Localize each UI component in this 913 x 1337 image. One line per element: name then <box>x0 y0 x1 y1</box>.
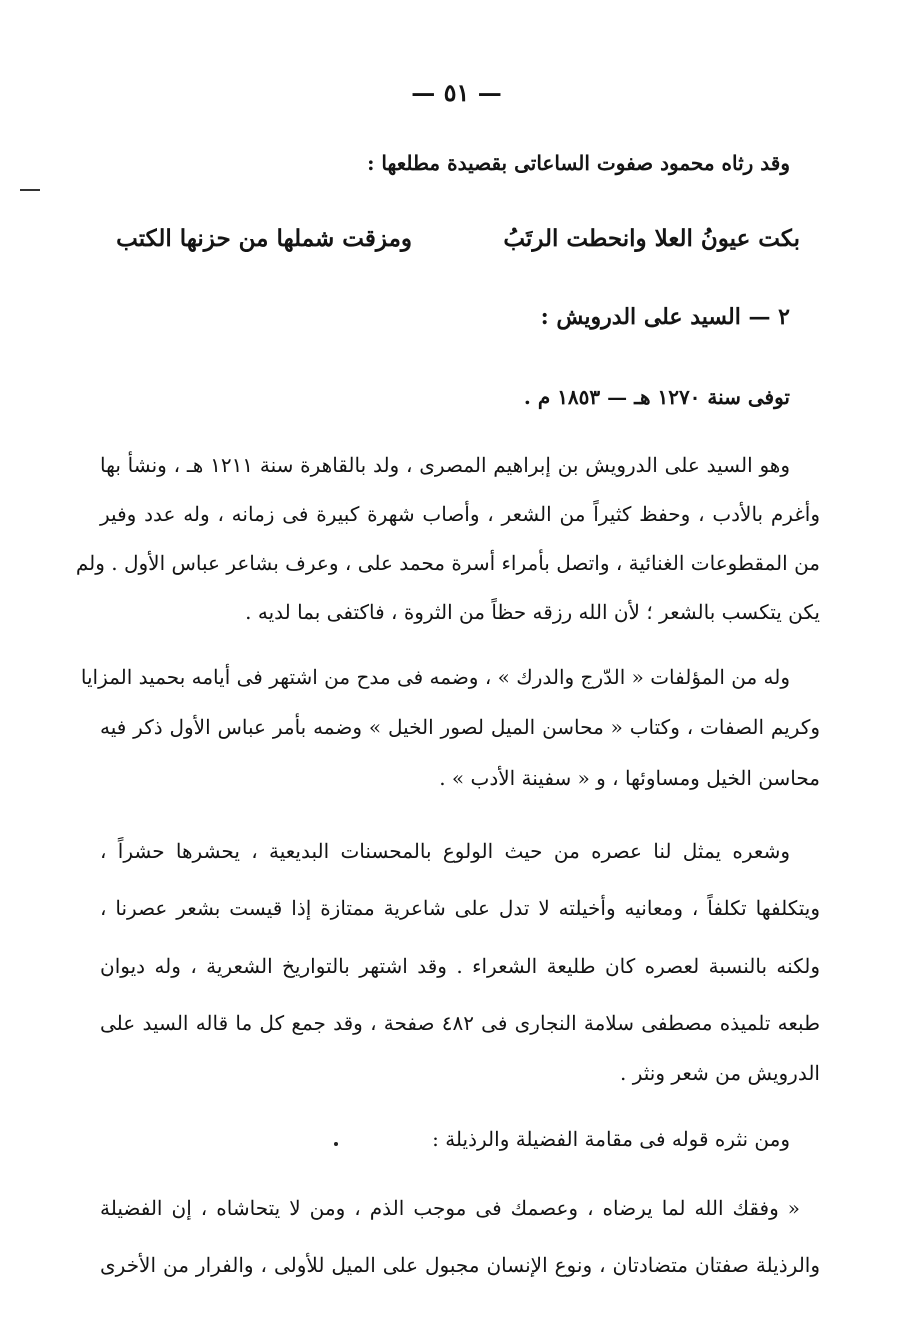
death-date: توفى سنة ١٢٧٠ هـ — ١٨٥٣ م . <box>523 385 790 409</box>
paragraph-3-line-2: ويتكلفها تكلفاً ، ومعانيه وأخيلته لا تدل على شاعرية ممتازة إذا قيست بشعر عصرنا ، <box>100 896 820 920</box>
paragraph-2-line-1: وله من المؤلفات « الدّرج والدرك » ، وضمه فى مدح من اشتهر فى أيامه بحميد المزايا <box>80 665 790 689</box>
quote-line-2: والرذيلة صفتان متضادتان ، ونوع الإنسان مجبول على الميل للأولى ، والفرار من الأخرى <box>100 1253 820 1277</box>
verse-hemistich-2: ومزقت شملها من حزنها الكتب <box>116 225 412 252</box>
page-number: — ٥١ — <box>411 78 502 107</box>
paragraph-3-line-5: الدرويش من شعر ونثر . <box>620 1061 820 1085</box>
paragraph-1-line-1: وهو السيد على الدرويش بن إبراهيم المصرى ، ولد بالقاهرة سنة ١٢١١ هـ ، ونشأ بها <box>100 453 790 477</box>
paragraph-1-line-4: يكن يتكسب بالشعر ؛ لأن الله رزقه حظاً من الثروة ، فاكتفى بما لديه . <box>245 600 820 624</box>
margin-dot <box>334 1142 338 1146</box>
paragraph-2-line-3: محاسن الخيل ومساوئها ، و « سفينة الأدب » . <box>439 766 820 790</box>
elegy-intro-line: وقد رثاه محمود صفوت الساعاتى بقصيدة مطلعها : <box>367 151 790 175</box>
paragraph-1-line-3: من المقطوعات الغنائية ، واتصل بأمراء أسرة محمد على ، وعرف بشاعر عباس الأول . ولم <box>75 551 820 575</box>
verse-hemistich-1: بكت عيونُ العلا وانحطت الرتَبُ <box>503 225 800 252</box>
paragraph-3-line-4: طبعه تلميذه مصطفى سلامة النجارى فى ٤٨٢ صفحة ، وقد جمع كل ما قاله السيد على <box>100 1011 821 1035</box>
prose-intro: ومن نثره قوله فى مقامة الفضيلة والرذيلة : <box>432 1127 790 1151</box>
quote-line-1: « وفقك الله لما يرضاه ، وعصمك فى موجب الذم ، ومن لا يتحاشاه ، إن الفضيلة <box>100 1196 800 1220</box>
paragraph-3-line-1: وشعره يمثل لنا عصره من حيث الولوع بالمحسنات البديعية ، يحشرها حشراً ، <box>100 839 790 863</box>
paragraph-3-line-3: ولكنه بالنسبة لعصره كان طليعة الشعراء . وقد اشتهر بالتواريخ الشعرية ، وله ديوان <box>100 954 820 978</box>
margin-mark <box>20 189 40 191</box>
paragraph-1-line-2: وأغرم بالأدب ، وحفظ كثيراً من الشعر ، وأصاب شهرة كبيرة فى زمانه ، وله عدد وفير <box>100 502 820 526</box>
paragraph-2-line-2: وكريم الصفات ، وكتاب « محاسن الميل لصور الخيل » وضمه بأمر عباس الأول ذكر فيه <box>100 715 820 739</box>
section-heading: ٢ — السيد على الدرويش : <box>540 304 790 330</box>
